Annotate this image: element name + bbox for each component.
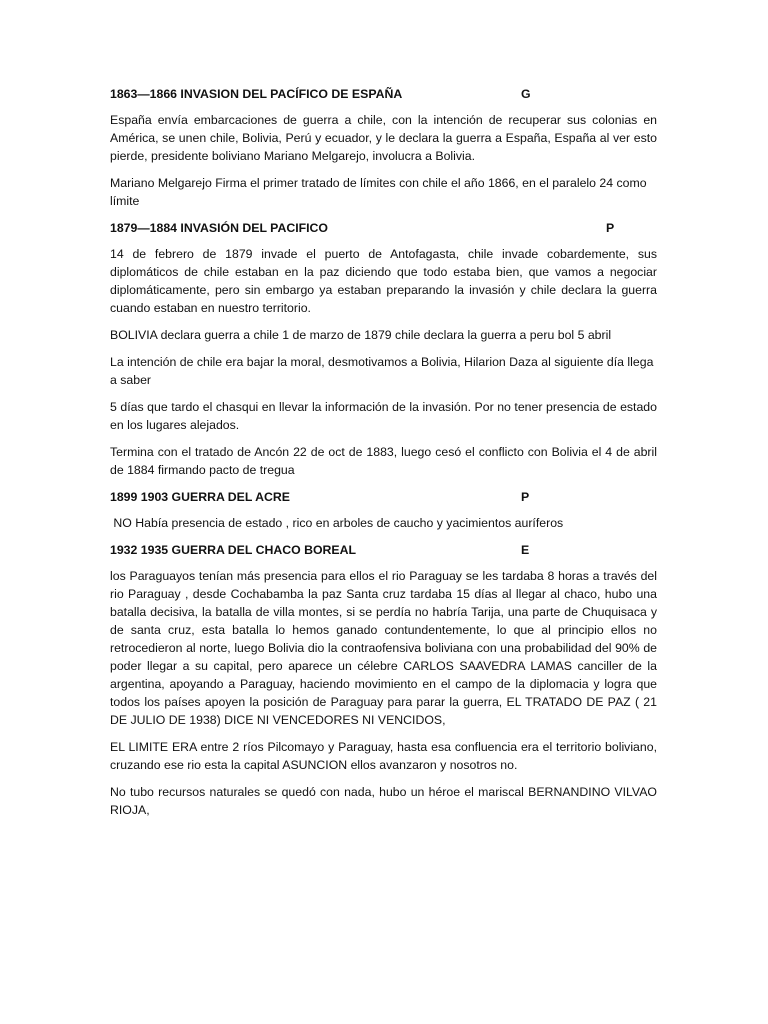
paragraph: España envía embarcaciones de guerra a chile, con la intención de recuperar sus colonias en América, se unen chile, Bolivia, Perú y ecuador, y le declara la guerra a España, España al ver esto pierde, presidente boliviano Mariano Melgarejo, involucra a Bolivia.: [110, 113, 657, 163]
section-title: 1899 1903 GUERRA DEL ACRE: [110, 490, 290, 504]
section-letter: P: [521, 490, 530, 504]
section-heading: [110, 541, 657, 559]
paragraph: Mariano Melgarejo Firma el primer tratado de límites con chile el año 1866, en el paralelo 24 como límite: [110, 176, 647, 208]
section-letter: E: [521, 543, 530, 557]
paragraph: los Paraguayos tenían más presencia para ellos el rio Paraguay se les tardaba 8 horas a través del rio Paraguay , desde Cochabamba la paz Santa cruz tardaba 15 días al llegar al chaco, hubo una batalla decisiva, la batalla de villa montes, si se perdía no habría Tarija, una parte de Chuquisaca y de santa cruz, esta batalla lo hemos ganado contundentemente, lo que al principio ellos no retrocedieron al norte, luego Bolivia dio la contraofensiva boliviana con una probabilidad del 90% de poder llegar a su capital, pero aparece un célebre CARLOS SAAVEDRA LAMAS canciller de la argentina, apoyando a Paraguay, haciendo movimiento en el campo de la diplomacia y logra que todos los países apoyen la posición de Paraguay para parar la guerra, EL TRATADO DE PAZ ( 21 DE JULIO DE 1938) DICE NI VENCEDORES NI VENCIDOS,: [110, 569, 657, 727]
section-title: 1879—1884 INVASIÓN DEL PACIFICO: [110, 221, 328, 235]
section-heading: [110, 488, 657, 506]
section-letter: P: [606, 221, 615, 235]
document-page: [110, 85, 657, 828]
paragraph: 5 días que tardo el chasqui en llevar la información de la invasión. Por no tener presencia de estado en los lugares alejados.: [110, 400, 657, 432]
paragraph: La intención de chile era bajar la moral, desmotivamos a Bolivia, Hilarion Daza al siguiente día llega a saber: [110, 355, 654, 387]
section-heading: [110, 85, 657, 103]
paragraph: BOLIVIA declara guerra a chile 1 de marzo de 1879 chile declara la guerra a peru bol 5 abril: [110, 328, 612, 342]
section-title: 1863—1866 INVASION DEL PACÍFICO DE ESPAÑA: [110, 87, 403, 101]
paragraph: 14 de febrero de 1879 invade el puerto de Antofagasta, chile invade cobardemente, sus diplomáticos de chile estaban en la paz diciendo que todo estaba bien, que vamos a negociar diplomáticamente, pero sin embargo ya estaban preparando la invasión y chile declara la guerra cuando estaban en nuestro territorio.: [110, 247, 657, 315]
paragraph: Termina con el tratado de Ancón 22 de oct de 1883, luego cesó el conflicto con Bolivia el 4 de abril de 1884 firmando pacto de tregua: [110, 445, 657, 477]
section-letter: G: [521, 87, 531, 101]
section-title: 1932 1935 GUERRA DEL CHACO BOREAL: [110, 543, 357, 557]
paragraph: NO Había presencia de estado , rico en arboles de caucho y yacimientos auríferos: [110, 516, 564, 530]
paragraph: EL LIMITE ERA entre 2 ríos Pilcomayo y Paraguay, hasta esa confluencia era el territorio boliviano, cruzando ese rio esta la capital ASUNCION ellos avanzaron y nosotros no.: [110, 740, 657, 772]
paragraph: No tubo recursos naturales se quedó con nada, hubo un héroe el mariscal BERNANDINO VILVAO RIOJA,: [110, 785, 657, 817]
section-heading: [110, 219, 657, 237]
